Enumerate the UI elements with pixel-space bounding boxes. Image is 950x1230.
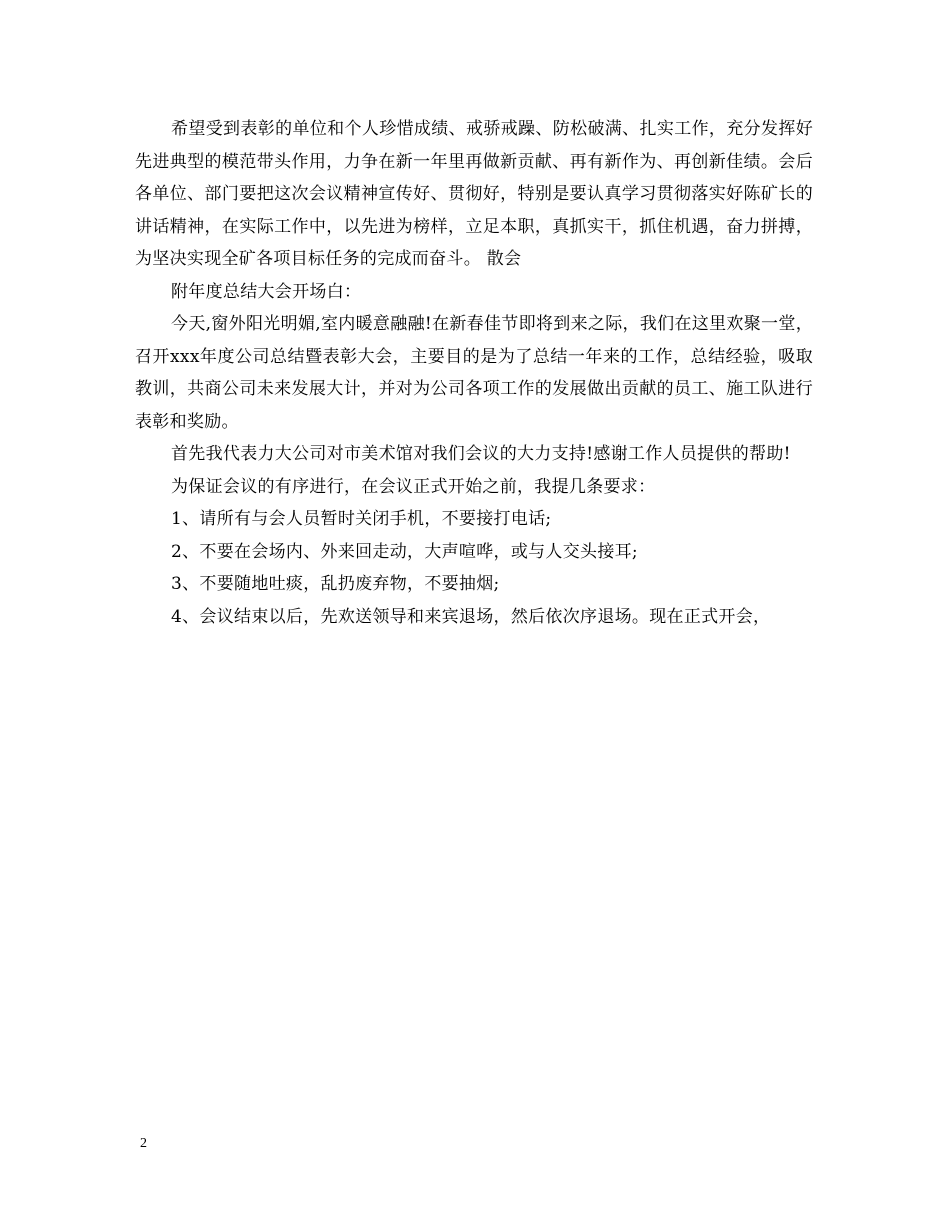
- document-body: [135, 113, 813, 633]
- paragraph-opening-remarks: 今天,窗外阳光明媚,室内暖意融融!在新春佳节即将到来之际，我们在这里欢聚一堂，召开xxx年度公司总结暨表彰大会，主要目的是为了总结一年来的工作，总结经验，吸取教训，共商公司未来发展大计，并对为公司各项工作的发展做出贡献的员工、施工队进行表彰和奖励。: [135, 314, 813, 432]
- list-item-requirement-1: 1、请所有与会人员暂时关闭手机，不要接打电话;: [171, 509, 552, 529]
- paragraph-commendation-closing: 希望受到表彰的单位和个人珍惜成绩、戒骄戒躁、防松破满、扎实工作，充分发挥好先进典型的模范带头作用，力争在新一年里再做新贡献、再有新作为、再创新佳绩。会后各单位、部门要把这次会议精神宣传好、贯彻好，特别是要认真学习贯彻落实好陈矿长的讲话精神，在实际工作中，以先进为榜样，立足本职，真抓实干，抓住机遇，奋力拼搏，为坚决实现全矿各项目标任务的完成而奋斗。 散会: [135, 119, 813, 269]
- paragraph-requirements-intro: 为保证会议的有序进行，在会议正式开始之前，我提几条要求：: [171, 476, 656, 497]
- list-item-requirement-3: 3、不要随地吐痰，乱扔废弃物，不要抽烟;: [171, 574, 500, 594]
- paragraph-thanks: 首先我代表力大公司对市美术馆对我们会议的大力支持!感谢工作人员提供的帮助!: [171, 444, 791, 464]
- page-number: 2: [140, 1136, 147, 1151]
- list-item-requirement-4: 4、会议结束以后，先欢送领导和来宾退场，然后依次序退场。现在正式开会，: [171, 606, 771, 627]
- list-item-requirement-2: 2、不要在会场内、外来回走动，大声喧哗，或与人交头接耳;: [171, 541, 638, 562]
- paragraph-appendix-heading: 附年度总结大会开场白：: [171, 281, 362, 302]
